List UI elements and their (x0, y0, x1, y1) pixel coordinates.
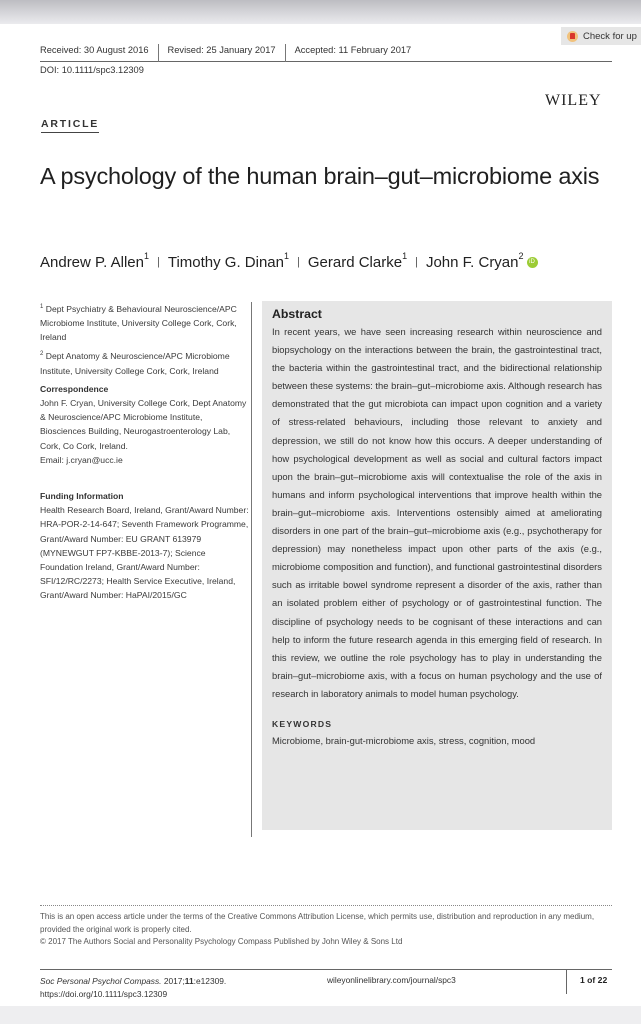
abstract-text: In recent years, we have seen increasing research within neuroscience and biopsychology on the interactions between the brain, the gastrointestinal tract, the bacteria within the gastrointestinal tract, and the bidirectional relationship between these systems: the brain–gut–microbiome axis. Although research has demonstrated that the gut microbiota can impact upon cognition and a variety of stress-related behaviours, including those relevant to anxiety and depression, we still do not know how this occurs. A deeper understanding of how psychological development as well as social and cultural factors impact upon the brain–gut–microbiome axis will contextualise the role of the axis in humans and inform psychological interventions that improve health within the brain–gut–microbiome axis. Interventions ostensibly aimed at ameliorating disorders in one part of the brain–gut–microbiome axis (e.g., psychotherapy for depression) may nonetheless impact upon other parts of the axis (e.g., microbiome composition and function), and functional gastrointestinal disorders such as irritable bowel syndrome represent a disorder of the axis, rather than an isolated problem either of psychology or of gastrointestinal function. The discipline of psychology needs to be cognisant of these interactions and can help to inform the future research agenda in this emerging field of research. In this review, we outline the role psychology has to play in understanding the brain–gut–microbiome axis, with a focus on human psychology and the use of research in laboratory animals to model human psychology. (272, 326, 602, 699)
funding-info (40, 489, 250, 603)
correspondence-email[interactable]: Email: j.cryan@ucc.ie (40, 454, 123, 465)
author[interactable]: Timothy G. Dinan$^1$ (167, 251, 290, 271)
author-list (40, 253, 538, 271)
article-info-column (40, 300, 250, 617)
check-updates-label: Check for up (583, 30, 637, 42)
author[interactable]: Gerard Clarke$^1$ (307, 251, 408, 271)
orcid-icon[interactable]: iD (527, 257, 538, 268)
footer-vertical-rule (566, 970, 567, 994)
article-type: ARTICLE (41, 118, 99, 133)
copyright: © 2017 The Authors Social and Personality Psychology Compass Published by John Wiley & Sons Ltd (40, 937, 403, 946)
author-separator: | (415, 256, 418, 268)
revised-date: Revised: 25 January 2017 (168, 44, 286, 62)
author[interactable]: Andrew P. Allen$^1$ (40, 251, 149, 271)
correspondence (40, 382, 250, 467)
license-divider (40, 905, 612, 906)
article-title: A psychology of the human brain–gut–microbiome axis (40, 163, 600, 189)
affiliation: $^1$ Dept Psychiatry & Behavioural Neuroscience/APC Microbiome Institute, University College Cork, Cork, Ireland (40, 303, 237, 343)
publisher-logo: WILEY (545, 92, 602, 109)
license-text: This is an open access article under the terms of the Creative Commons Attribution License, which permits use, distribution and reproduction in any medium, provided the original work is properly cited. (40, 912, 595, 934)
article-dates (40, 44, 612, 62)
abstract-heading: Abstract (272, 307, 322, 321)
keywords-heading: KEYWORDS (272, 718, 333, 729)
crossmark-icon (567, 31, 578, 42)
keywords: Microbiome, brain-gut-microbiome axis, stress, cognition, mood (272, 734, 536, 746)
viewer-bottom-bar (0, 1006, 641, 1024)
doi-link[interactable]: https://doi.org/10.1111/spc3.12309 (40, 988, 168, 999)
column-divider (251, 302, 252, 837)
viewer-top-bar (0, 0, 641, 24)
author-separator: | (297, 256, 300, 268)
footer-divider (40, 969, 612, 970)
abstract-box (262, 301, 612, 830)
funding-text: Health Research Board, Ireland, Grant/Award Number: HRA-POR-2-14-647; Seventh Framework Programme, Grant/Award Number: EU GRANT 613979 (MYNEWGUT FP7-KBBE-2013-7); Science Foundation Ireland, Grant/Award Number: SFI/12/RC/2273; Health Service Executive, Ireland, Grant/Award Number: HaPAI/2015/GC (40, 505, 249, 601)
journal-name: Soc Personal Psychol Compass. (40, 976, 162, 986)
funding-heading: Funding Information (40, 490, 124, 501)
author-separator: | (156, 256, 160, 268)
author[interactable]: John F. Cryan$^2$ (425, 251, 524, 271)
journal-website-link[interactable]: wileyonlinelibrary.com/journal/spc3 (327, 975, 456, 985)
accepted-date: Accepted: 11 February 2017 (294, 45, 412, 55)
correspondence-heading: Correspondence (40, 383, 109, 394)
correspondence-text: John F. Cryan, University College Cork, Dept Anatomy & Neuroscience/APC Microbiome Institute, Biosciences Building, Neurogastroenterology Lab, Cork, Co Cork, Ireland. (40, 397, 247, 451)
citation: Soc Personal Psychol Compass. 2017;11:e12309. https://doi.org/10.1111/spc3.12309 (40, 976, 227, 999)
license-notice (40, 911, 615, 949)
received-date: Received: 30 August 2016 (40, 44, 159, 62)
affiliation: $^2$ Dept Anatomy & Neuroscience/APC Microbiome Institute, University College Cork, Cork, Ireland (40, 351, 230, 376)
doi[interactable]: DOI: 10.1111/spc3.12309 (40, 65, 144, 75)
check-for-updates-button[interactable] (561, 27, 641, 45)
page-number: 1 of 22 (580, 975, 608, 985)
